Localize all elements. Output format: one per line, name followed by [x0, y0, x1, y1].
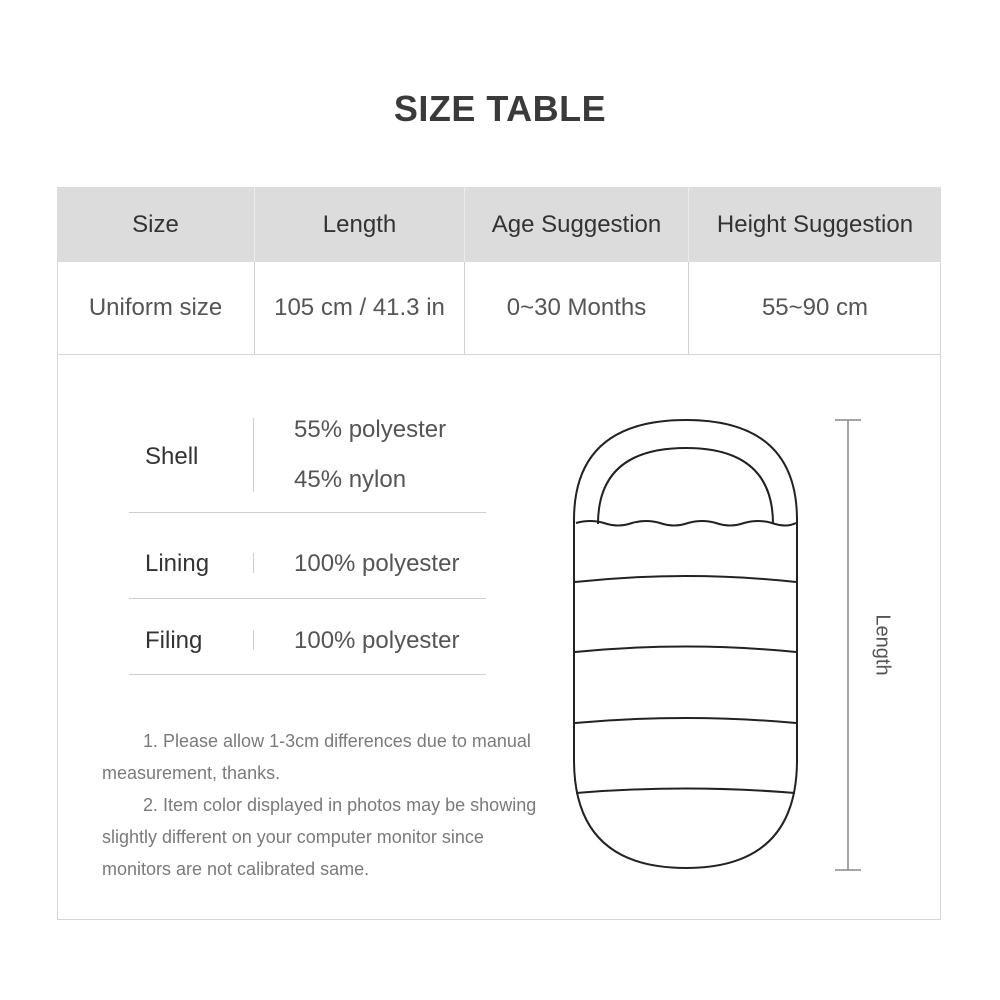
filing-label: Filing — [145, 627, 203, 654]
filing-value: 100% polyester — [294, 627, 460, 654]
quilt-line-2 — [575, 647, 796, 653]
bag-outline — [574, 420, 797, 868]
length-dimension-line — [835, 420, 861, 870]
quilt-line-3 — [575, 718, 796, 723]
page-title: SIZE TABLE — [393, 88, 607, 129]
note-2: 2. Item color displayed in photos may be showing slightly different on your computer monitor since monitors are not calibrated same. — [102, 795, 537, 879]
header-size: Size — [57, 187, 255, 262]
shell-value-2: 45% nylon — [294, 466, 407, 493]
cell-length: 105 cm / 41.3 in — [255, 262, 465, 354]
lining-label: Lining — [145, 550, 210, 577]
hood-arch — [598, 448, 773, 524]
shell-value-1: 55% polyester — [294, 416, 447, 443]
quilt-line-1 — [575, 576, 796, 582]
shell-label: Shell — [145, 443, 199, 470]
cell-age: 0~30 Months — [465, 262, 689, 354]
hood-ruffle — [576, 521, 796, 526]
cell-size: Uniform size — [57, 262, 255, 354]
note-1: 1. Please allow 1-3cm differences due to manual measurement, thanks. — [102, 731, 531, 783]
header-length: Length — [255, 187, 465, 262]
header-height-suggestion: Height Suggestion — [716, 210, 914, 238]
cell-height: 55~90 cm — [761, 294, 869, 321]
header-age-suggestion: Age Suggestion — [465, 187, 689, 262]
length-dimension-label: Length — [871, 614, 894, 676]
quilt-line-4 — [576, 789, 795, 794]
lining-value: 100% polyester — [294, 550, 460, 577]
